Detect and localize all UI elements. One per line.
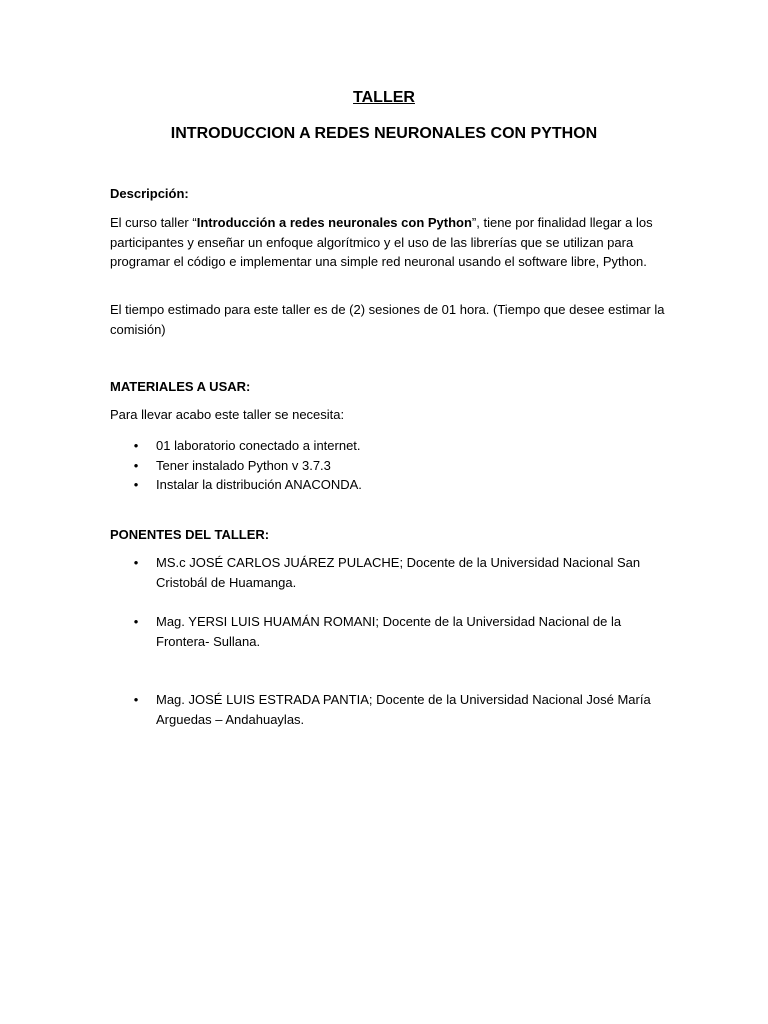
document-title: TALLER bbox=[353, 89, 415, 106]
bullet-icon: • bbox=[133, 438, 139, 453]
list-item bbox=[110, 475, 670, 495]
list-item bbox=[110, 456, 670, 476]
speaker-text: MS.c JOSÉ CARLOS JUÁREZ PULACHE; Docente de la Universidad Nacional San Cristobál de Huamanga. bbox=[156, 555, 641, 590]
description-paragraph-2: El tiempo estimado para este taller es de (2) sesiones de 01 hora. (Tiempo que desee estimar la comisión) bbox=[110, 302, 665, 337]
description-heading: Descripción: bbox=[110, 186, 189, 201]
description-p1-prefix: El curso taller “ bbox=[110, 215, 197, 230]
speakers-list-3 bbox=[110, 690, 670, 729]
materials-heading: MATERIALES A USAR: bbox=[110, 379, 251, 394]
speakers-heading: PONENTES DEL TALLER: bbox=[110, 527, 270, 542]
course-name: Introducción a redes neuronales con Python bbox=[196, 215, 472, 230]
document-subtitle: INTRODUCCION A REDES NEURONALES CON PYTHON bbox=[170, 125, 598, 142]
description-p1-suffix: ”, tiene por finalidad llegar a los participantes y enseñar un enfoque algorítmico y el uso de las librerías que se utilizan para programar el código e implementar una simple red neuronal usando el software libre, Python. bbox=[110, 215, 653, 269]
material-text: Instalar la distribución ANACONDA. bbox=[156, 477, 362, 492]
material-text: Tener instalado Python v 3.7.3 bbox=[156, 457, 331, 473]
list-item bbox=[110, 690, 670, 729]
list-item bbox=[110, 553, 670, 592]
speaker-text: Mag. JOSÉ LUIS ESTRADA PANTIA; Docente de la Universidad Nacional José María Arguedas – Andahuaylas. bbox=[156, 692, 651, 727]
materials-intro: Para llevar acabo este taller se necesita: bbox=[110, 407, 345, 422]
list-item bbox=[110, 612, 670, 651]
bullet-icon: • bbox=[133, 477, 139, 492]
material-text: 01 laboratorio conectado a internet. bbox=[156, 438, 361, 453]
speaker-text: Mag. YERSI LUIS HUAMÁN ROMANI; Docente de la Universidad Nacional de la Frontera- Sullana. bbox=[156, 614, 622, 649]
materials-list bbox=[110, 436, 670, 495]
bullet-icon: • bbox=[133, 614, 139, 629]
description-paragraph-1 bbox=[110, 213, 670, 272]
bullet-icon: • bbox=[133, 457, 139, 473]
bullet-icon: • bbox=[133, 555, 139, 570]
speakers-list bbox=[110, 553, 670, 592]
bullet-icon: • bbox=[133, 692, 139, 707]
list-item bbox=[110, 436, 670, 456]
speakers-list-2 bbox=[110, 612, 670, 651]
